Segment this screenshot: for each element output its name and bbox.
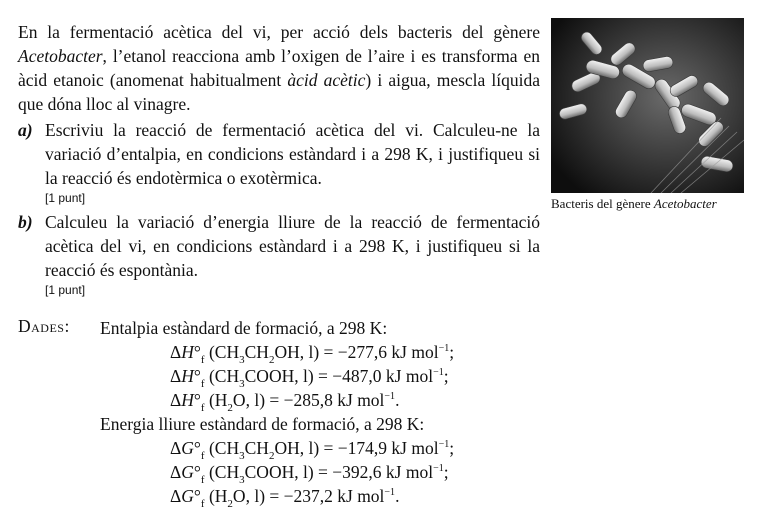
data-label: Dades:: [18, 316, 70, 336]
question-b-score: [1 punt]: [45, 283, 86, 297]
unit-exponent: −1: [438, 439, 450, 450]
question-a-label: a): [18, 120, 33, 140]
gibbs-ethanol: $\Delta G^\circ_f$ ($CH_3CH_2OH$, l) = −174,9 kJ mol$^{-1}$;: [170, 438, 455, 462]
enthalpy-water: $\Delta H^\circ_f$ ($H_2O$, l) = −285,8 kJ mol$^{-1}$.: [170, 390, 400, 414]
question-b: [18, 210, 540, 298]
value-acetic-h: = −487,0 kJ mol: [318, 366, 434, 386]
caption-text: Bacteris del gènere: [551, 196, 654, 211]
question-a: [18, 118, 540, 206]
formula-water: ($H_2O$, l): [208, 486, 266, 510]
value-acetic-g: = −392,6 kJ mol: [318, 462, 434, 482]
degree-symbol: °: [193, 342, 201, 362]
figure-caption: [551, 196, 751, 212]
bacteria-photo: [551, 18, 744, 193]
unit-exponent: −1: [433, 463, 444, 474]
sub-f: f: [200, 474, 205, 486]
question-a-text: Escriviu la reacció de fermentació acètica del vi. Calculeu-ne la variació d’entalpia, en condicions estàndard i a 298 K, i justifiqueu si la reacció és endotèrmica o exotèrmica.: [45, 120, 540, 188]
gibbs-water: $\Delta G^\circ_f$ ($H_2O$, l) = −237,2 kJ mol$^{-1}$.: [170, 486, 400, 510]
degree-symbol: °: [193, 366, 201, 386]
value-ethanol-g: = −174,9 kJ mol: [323, 438, 439, 458]
formula-ethanol: ($CH_3CH_2OH$, l): [208, 342, 320, 366]
sub-f: f: [200, 498, 205, 510]
delta-symbol: Δ: [170, 390, 182, 410]
delta-symbol: Δ: [170, 438, 182, 458]
intro-text-3: ) i aigua, mescla líquida que dóna lloc al vinagre.: [18, 70, 541, 114]
h-symbol: H: [181, 366, 194, 386]
gibbs-acetic: $\Delta G^\circ_f$ ($CH_3COOH$, l) = −392,6 kJ mol$^{-1}$;: [170, 462, 449, 486]
formula-ethanol: ($CH_3CH_2OH$, l): [208, 438, 320, 462]
unit-exponent: −1: [438, 343, 450, 354]
intro-text-1: En la fermentació acètica del vi, per acció dels bacteris del gènere: [18, 22, 540, 42]
intro-text-2: , l’etanol reacciona amb l’oxigen de l’aire i es transforma en àcid etanoic (anomenat habitualment: [18, 46, 540, 90]
g-symbol: G: [181, 486, 194, 506]
degree-symbol: °: [193, 462, 201, 482]
formula-water: ($H_2O$, l): [208, 390, 266, 414]
question-b-text: Calculeu la variació d’energia lliure de la reacció de fermentació acètica del vi, en condicions estàndard i a 298 K, i justifiqueu si la reacció és espontània.: [45, 212, 540, 280]
question-a-score: [1 punt]: [45, 191, 86, 205]
unit-exponent: −1: [384, 391, 396, 402]
enthalpy-heading: Entalpia estàndard de formació, a 298 K:: [100, 318, 388, 338]
value-ethanol-h: = −277,6 kJ mol: [323, 342, 439, 362]
value-water-h: = −285,8 kJ mol: [269, 390, 385, 410]
degree-symbol: °: [193, 438, 201, 458]
delta-symbol: Δ: [170, 366, 182, 386]
enthalpy-acetic: $\Delta H^\circ_f$ ($CH_3COOH$, l) = −487,0 kJ mol$^{-1}$;: [170, 366, 449, 390]
sub-f: f: [200, 402, 205, 414]
caption-genus: Acetobacter: [653, 196, 717, 211]
delta-symbol: Δ: [170, 462, 182, 482]
g-symbol: G: [181, 462, 194, 482]
h-symbol: H: [181, 390, 194, 410]
degree-symbol: °: [193, 390, 201, 410]
sub-f: f: [200, 450, 205, 462]
bacteria-micrograph-image: [551, 18, 744, 193]
enthalpy-ethanol: $\Delta H^\circ_f$ ($CH_3CH_2OH$, l) = −277,6 kJ mol$^{-1}$;: [170, 342, 455, 366]
delta-symbol: Δ: [170, 486, 182, 506]
intro-paragraph: [18, 20, 540, 116]
formula-acetic: ($CH_3COOH$, l): [208, 366, 314, 390]
intro-genus: Acetobacter: [18, 46, 103, 66]
delta-symbol: Δ: [170, 342, 182, 362]
formula-acetic: ($CH_3COOH$, l): [208, 462, 314, 486]
g-symbol: G: [181, 438, 194, 458]
h-symbol: H: [181, 342, 194, 362]
gibbs-heading: Energia lliure estàndard de formació, a 298 K:: [100, 414, 425, 434]
intro-common-name: àcid acètic: [287, 70, 366, 90]
question-b-label: b): [18, 212, 33, 232]
sub-f: f: [200, 354, 205, 366]
unit-exponent: −1: [433, 367, 444, 378]
unit-exponent: −1: [384, 487, 396, 498]
value-water-g: = −237,2 kJ mol: [269, 486, 385, 506]
sub-f: f: [200, 378, 205, 390]
degree-symbol: °: [193, 486, 201, 506]
